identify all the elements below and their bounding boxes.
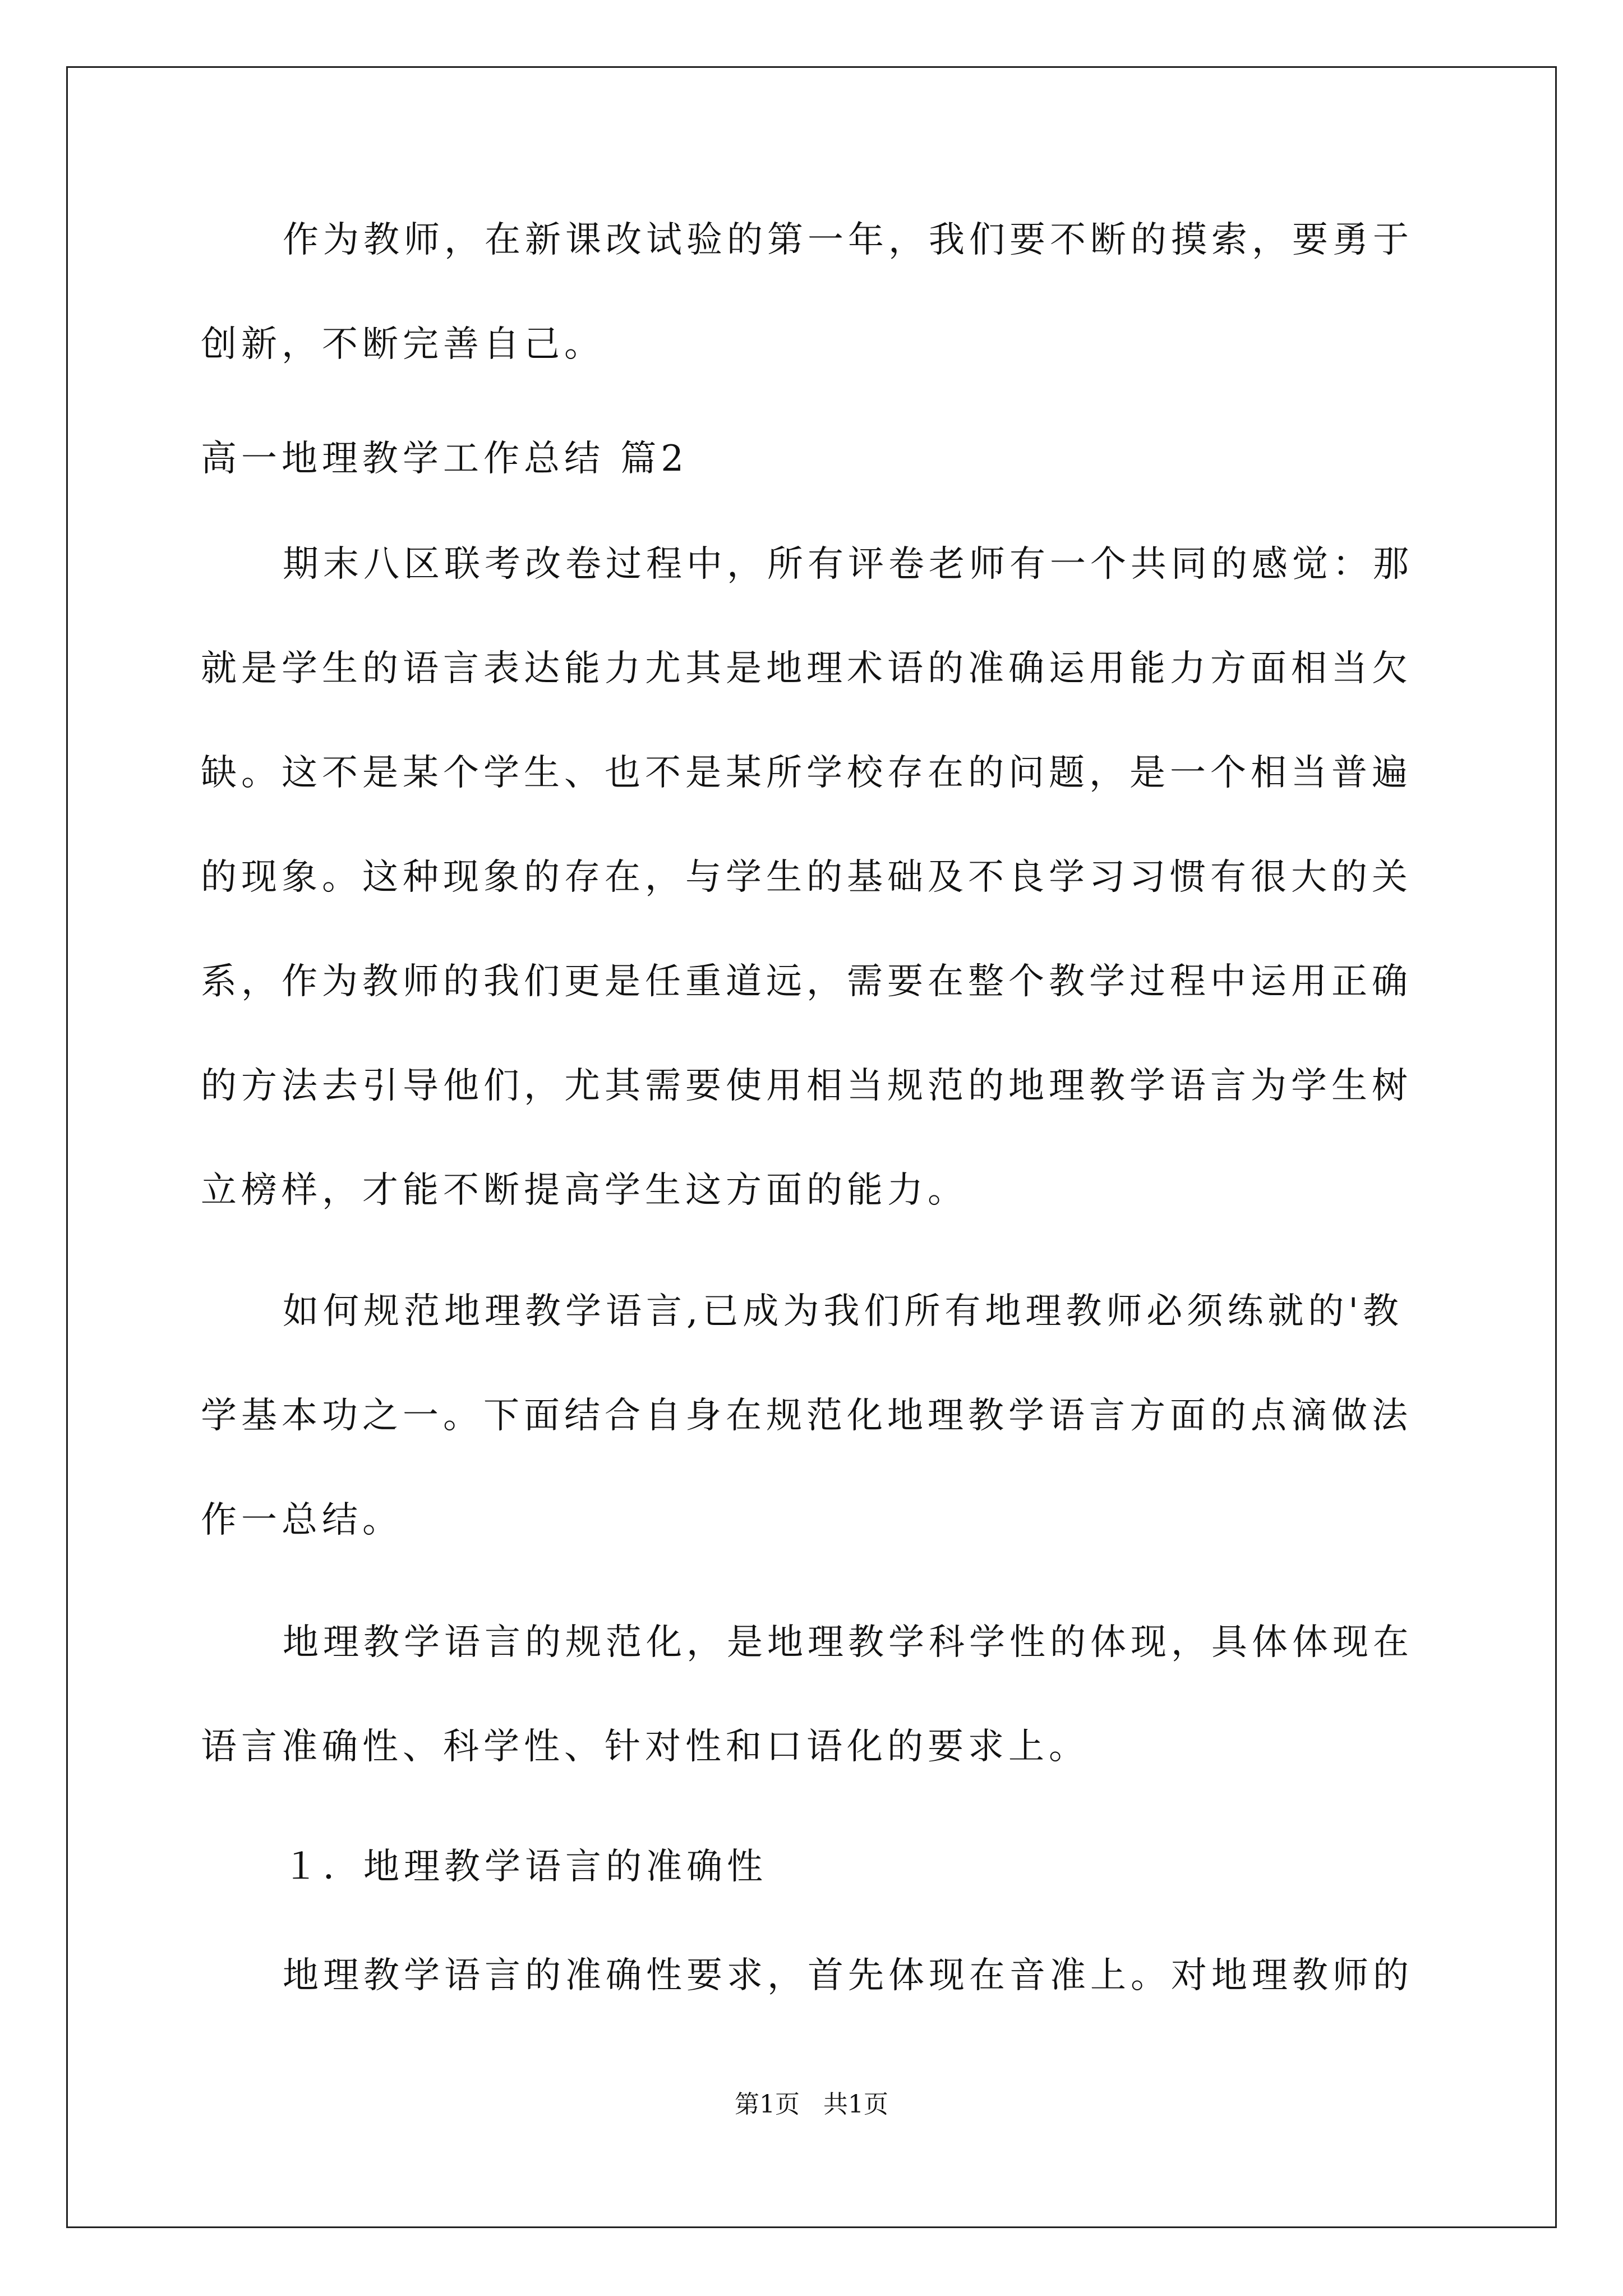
paragraph-line: 的方法去引导他们，尤其需要使用相当规范的地理教学语言为学生树 — [201, 1065, 1412, 1107]
paragraph-line: 系，作为教师的我们更是任重道远，需要在整个教学过程中运用正确 — [201, 961, 1412, 1002]
paragraph-line: 地理教学语言的准确性要求，首先体现在音准上。对地理教师的 — [283, 1955, 1413, 1996]
paragraph-line: 学基本功之一。下面结合自身在规范化地理教学语言方面的点滴做法 — [201, 1395, 1412, 1437]
paragraph-line: 作为教师，在新课改试验的第一年，我们要不断的摸索，要勇于 — [283, 219, 1413, 261]
paragraph-line: 缺。这不是某个学生、也不是某所学校存在的问题，是一个相当普遍 — [201, 752, 1412, 794]
page-border — [66, 66, 1557, 2228]
paragraph-line: 作一总结。 — [201, 1499, 403, 1541]
section-heading: 高一地理教学工作总结 篇2 — [201, 438, 689, 480]
paragraph-line: 立榜样，才能不断提高学生这方面的能力。 — [201, 1170, 968, 1211]
paragraph-line: 地理教学语言的规范化，是地理教学科学性的体现，具体体现在 — [283, 1622, 1413, 1663]
paragraph-line: 如何规范地理教学语言,已成为我们所有地理教师必须练就的'教 — [283, 1291, 1403, 1332]
paragraph-line: 期末八区联考改卷过程中，所有评卷老师有一个共同的感觉：那 — [283, 544, 1413, 585]
paragraph-line: 语言准确性、科学性、针对性和口语化的要求上。 — [201, 1726, 1089, 1768]
page-number-footer: 第1页 共1页 — [735, 2090, 888, 2119]
paragraph-line: 创新，不断完善自己。 — [201, 324, 605, 365]
subsection-heading: １．地理教学语言的准确性 — [283, 1846, 767, 1888]
paragraph-line: 的现象。这种现象的存在，与学生的基础及不良学习习惯有很大的关 — [201, 857, 1412, 898]
paragraph-line: 就是学生的语言表达能力尤其是地理术语的准确运用能力方面相当欠 — [201, 648, 1412, 689]
